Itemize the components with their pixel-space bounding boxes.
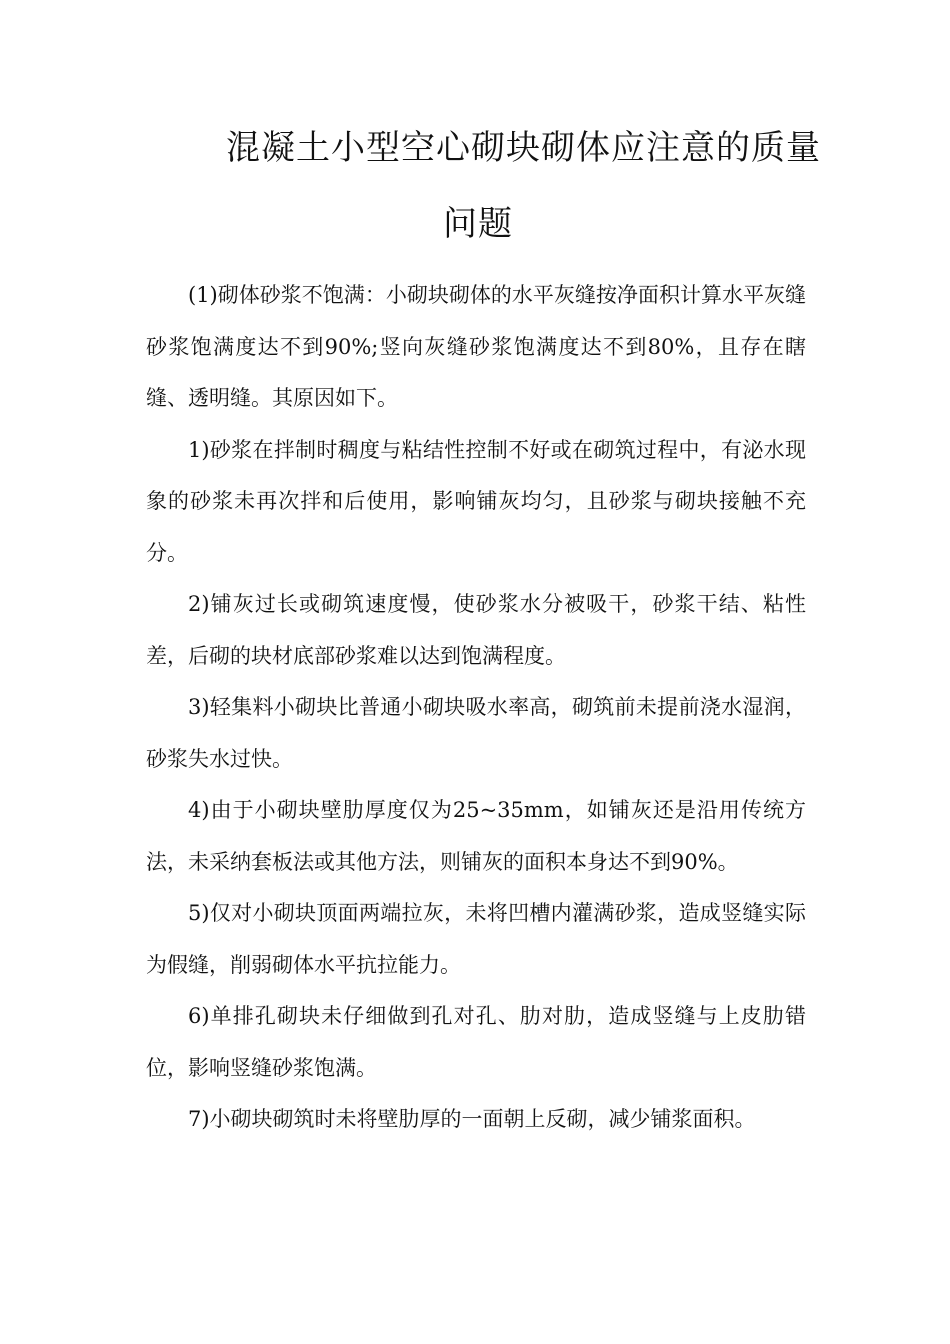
paragraph-cause-3: 3)轻集料小砌块比普通小砌块吸水率高，砌筑前未提前浇水湿润，砂浆失水过快。	[146, 695, 806, 771]
paragraph-cause-5: 5)仅对小砌块顶面两端拉灰，未将凹槽内灌满砂浆，造成竖缝实际为假缝，削弱砌体水平抗拉能力。	[146, 901, 806, 977]
document-body	[146, 270, 806, 1146]
paragraph-cause-6: 6)单排孔砌块未仔细做到孔对孔、肋对肋，造成竖缝与上皮肋错位，影响竖缝砂浆饱满。	[146, 1004, 806, 1080]
paragraph-cause-7: 7)小砌块砌筑时未将壁肋厚的一面朝上反砌，减少铺浆面积。	[188, 1107, 756, 1131]
paragraph-cause-2: 2)铺灰过长或砌筑速度慢，使砂浆水分被吸干，砂浆干结、粘性差，后砌的块材底部砂浆难以达到饱满程度。	[146, 592, 806, 668]
document-title-line-1: 混凝土小型空心砌块砌体应注意的质量	[226, 128, 821, 168]
paragraph-cause-1: 1)砂浆在拌制时稠度与粘结性控制不好或在砌筑过程中，有泌水现象的砂浆未再次拌和后使用，影响铺灰均匀，且砂浆与砌块接触不充分。	[146, 437, 806, 565]
paragraph-cause-4: 4)由于小砌块壁肋厚度仅为25~35mm，如铺灰还是沿用传统方法，未采纳套板法或其他方法，则铺灰的面积本身达不到90%。	[146, 798, 806, 874]
document-title-line-2: 问题	[443, 204, 513, 244]
paragraph-intro: (1)砌体砂浆不饱满：小砌块砌体的水平灰缝按净面积计算水平灰缝砂浆饱满度达不到90%;竖向灰缝砂浆饱满度达不到80%，且存在瞎缝、透明缝。其原因如下。	[146, 283, 806, 410]
